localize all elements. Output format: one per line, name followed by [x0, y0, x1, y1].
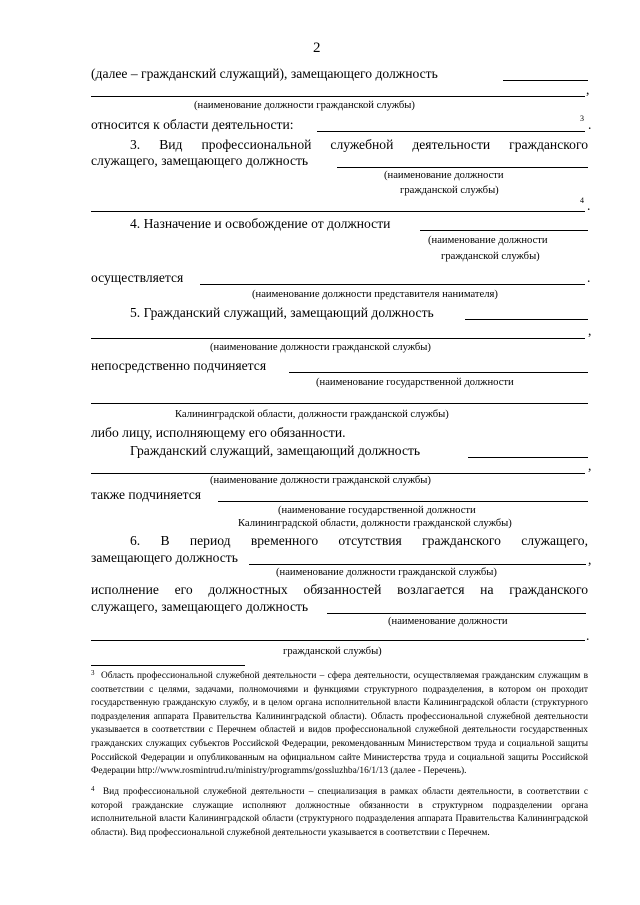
item-3-caption-1: (наименование должности: [384, 170, 504, 181]
item-6-blank[interactable]: [249, 564, 586, 565]
footnote-ref-3: 3: [580, 114, 584, 123]
item-4-blank-2[interactable]: [200, 284, 585, 285]
period-mark: .: [588, 117, 592, 132]
item-4-line-2: осуществляется: [91, 270, 184, 285]
item-3-caption-2: гражданской службы): [400, 185, 499, 196]
item-5-caption-3: Калининградской области, должности гражданской службы): [175, 409, 449, 420]
item-5-heading: 5. Гражданский служащий, замещающий должность: [130, 305, 434, 320]
item-4-caption-1: (наименование должности: [428, 235, 548, 246]
footnote-4: [91, 786, 588, 840]
item-4-heading: 4. Назначение и освобождение от должности: [130, 216, 391, 231]
activity-area-label: относится к области деятельности:: [91, 117, 294, 132]
position-blank-2[interactable]: [91, 96, 585, 97]
item-5-line-2: непосредственно подчиняется: [91, 358, 267, 373]
position-caption: (наименование должности гражданской службы): [194, 100, 415, 111]
item-5-caption-2: (наименование государственной должности: [316, 377, 514, 388]
footnote-4-mark: 4: [91, 785, 95, 793]
item-5-caption-4: (наименование должности гражданской службы): [210, 475, 431, 486]
item-6-blank-2[interactable]: [327, 613, 586, 614]
item-4-blank[interactable]: [420, 230, 588, 231]
footnote-3-text: Область профессиональной служебной деятельности – сфера деятельности, осуществляемая гражданским служащим в соответствии с целями, задачами, полномочиями и функциями структурного подразделения, в котором он проходит государственную гражданскую службу, и в целом органа исполнительной власти Калининградской области (структурного подразделения аппарата Правительства Калининградской области). Область профессиональной служебной деятельности указывается в соответствии с Перечнем областей и видов профессиональной служебной деятельности государственных гражданских служащих субъектов Российской Федерации, рекомендованным Министерством труда и социальной защиты Российской Федерации и опубликованным на официальном сайте Министерства труда и социальной защиты Российской Федерации http://www.rosmintrud.ru/ministry/programms/gossluzhba/16/1/13 (далее - Перечень).: [91, 671, 588, 777]
item-5-blank-7[interactable]: [218, 501, 588, 502]
period-mark: .: [587, 270, 591, 285]
item-5-line-5: также подчиняется: [91, 487, 202, 502]
footnote-3: [91, 670, 588, 779]
item-5-line-4: Гражданский служащий, замещающий должность: [130, 443, 421, 458]
item-6-blank-3[interactable]: [91, 640, 585, 641]
item-5-caption-6: Калининградской области, должности гражданской службы): [238, 518, 512, 529]
item-6-line-2: замещающего должность: [91, 550, 238, 565]
footnote-separator: [91, 665, 245, 666]
period-mark: .: [587, 198, 591, 213]
item-5-caption-1: (наименование должности гражданской службы): [210, 342, 431, 353]
item-5-blank-2[interactable]: [91, 338, 585, 339]
item-4-caption-2: гражданской службы): [441, 251, 540, 262]
item-6-heading: 6. В период временного отсутствия гражданского служащего,: [130, 533, 588, 548]
activity-area-blank[interactable]: [317, 131, 585, 132]
item-5-caption-5: (наименование государственной должности: [278, 505, 476, 516]
period-mark: .: [586, 628, 590, 643]
item-4-caption-3: (наименование должности представителя нанимателя): [252, 289, 498, 300]
item-5-blank-5[interactable]: [468, 457, 588, 458]
comma-mark: ,: [588, 552, 592, 567]
intro-line: (далее – гражданский служащий), замещающего должность: [91, 66, 438, 81]
item-6-caption-1: (наименование должности гражданской службы): [276, 567, 497, 578]
item-5-blank-3[interactable]: [289, 372, 588, 373]
item-3-heading: 3. Вид профессиональной служебной деятельности гражданского: [130, 137, 588, 152]
comma-mark: ,: [588, 323, 592, 338]
item-3-line-2: служащего, замещающего должность: [91, 153, 309, 168]
footnote-3-mark: 3: [91, 669, 95, 677]
item-6-line-4: служащего, замещающего должность: [91, 599, 309, 614]
comma-mark: ,: [588, 458, 592, 473]
item-6-caption-2: (наименование должности: [388, 616, 508, 627]
item-5-blank-4[interactable]: [91, 403, 588, 404]
item-3-blank[interactable]: [337, 167, 588, 168]
page-number: 2: [313, 40, 321, 56]
footnote-ref-4: 4: [580, 196, 584, 205]
footnote-4-text: Вид профессиональной служебной деятельности – специализация в рамках области деятельности, в соответствии с которой гражданские служащие исполняют должностные обязанности в структурном подразделении органа исполнительной власти Калининградской области (структурного подразделения аппарата Правительства Калининградской области). Вид профессиональной служебной деятельности указывается в соответствии с Перечнем.: [91, 787, 588, 838]
position-blank-1[interactable]: [503, 80, 588, 81]
item-3-blank-2[interactable]: [91, 211, 585, 212]
item-5-line-3: либо лицу, исполняющему его обязанности.: [91, 425, 346, 440]
item-6-caption-3: гражданской службы): [283, 646, 382, 657]
item-6-line-3: исполнение его должностных обязанностей возлагается на гражданского: [91, 582, 588, 597]
comma-mark: ,: [586, 82, 590, 97]
item-5-blank[interactable]: [465, 319, 588, 320]
